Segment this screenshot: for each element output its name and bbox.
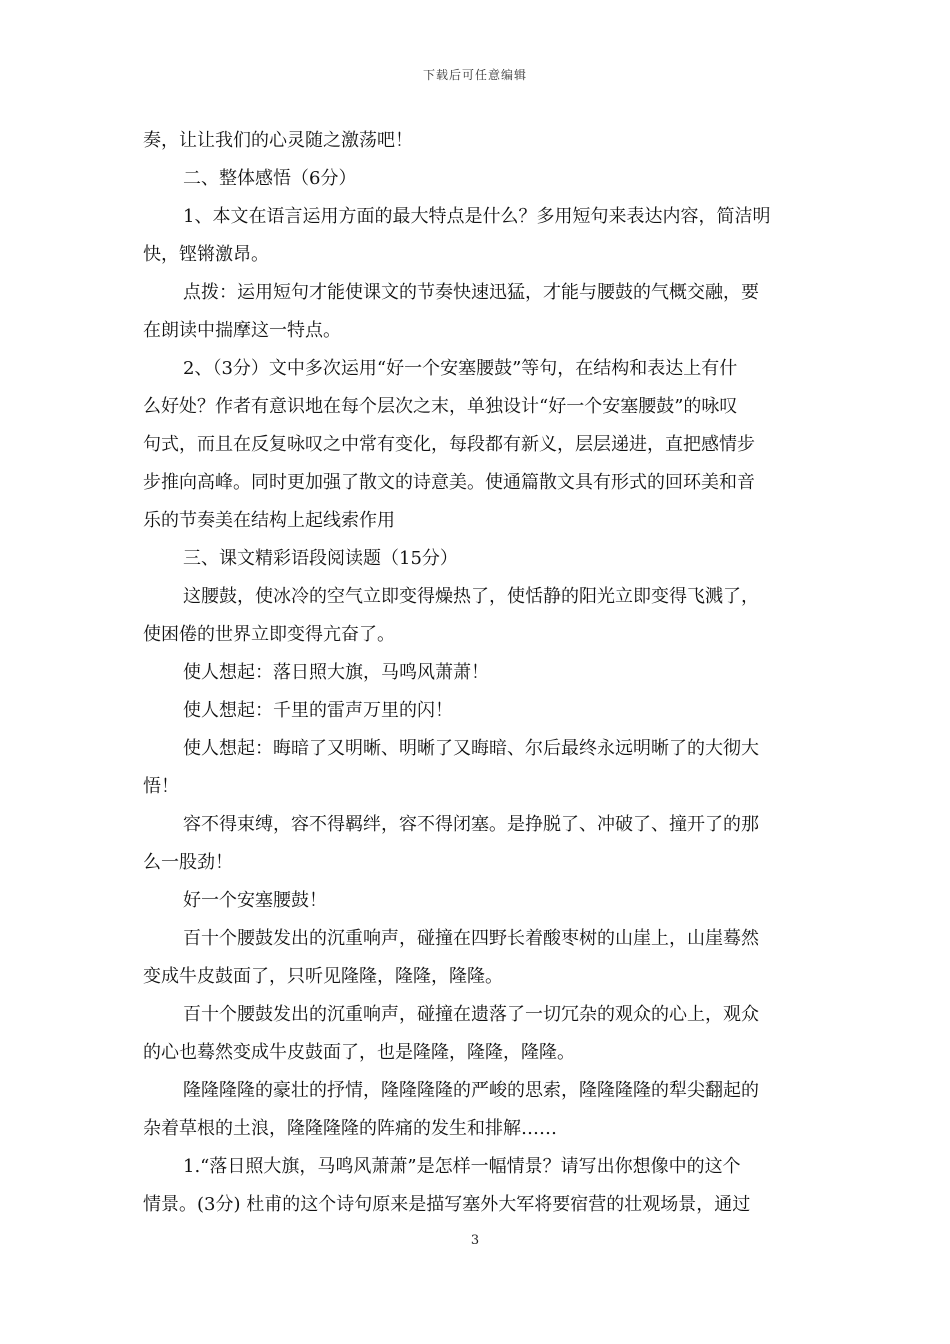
text-line: 这腰鼓，使冰冷的空气立即变得燥热了，使恬静的阳光立即变得飞溅了， [183,586,759,607]
text-line: 的心也蓦然变成牛皮鼓面了，也是隆隆，隆隆，隆隆。 [143,1042,575,1063]
text-line: 2、（3分）文中多次运用“好一个安塞腰鼓”等句，在结构和表达上有什 [183,358,738,379]
text-line: 奏，让让我们的心灵随之激荡吧！ [143,130,413,151]
text-line: 么好处？作者有意识地在每个层次之末，单独设计“好一个安塞腰鼓”的咏叹 [143,396,738,417]
text-line: 百十个腰鼓发出的沉重响声，碰撞在遗落了一切冗杂的观众的心上，观众 [183,1004,759,1025]
text-line: 1、本文在语言运用方面的最大特点是什么？多用短句来表达内容，简洁明 [183,206,771,227]
text-line: 好一个安塞腰鼓！ [183,890,327,911]
text-line: 使人想起：晦暗了又明晰、明晰了又晦暗、尔后最终永远明晰了的大彻大 [183,738,759,759]
text-line: 二、整体感悟（6分） [183,168,357,189]
text-line: 使人想起：千里的雷声万里的闪！ [183,700,453,721]
text-line: 点拨：运用短句才能使课文的节奏快速迅猛，才能与腰鼓的气概交融，要 [183,282,759,303]
text-line: 乐的节奏美在结构上起线索作用 [143,510,395,531]
page-header: 下载后可任意编辑 [422,68,527,82]
text-line: 三、课文精彩语段阅读题（15分） [183,548,458,569]
text-line: 变成牛皮鼓面了，只听见隆隆，隆隆，隆隆。 [143,966,503,987]
document-body [143,122,808,1224]
text-line: 句式，而且在反复咏叹之中常有变化，每段都有新义，层层递进，直把感情步 [143,434,755,455]
text-line: 悟！ [143,776,179,797]
text-line: 使人想起：落日照大旗，马鸣风萧萧！ [183,662,489,683]
text-line: 百十个腰鼓发出的沉重响声，碰撞在四野长着酸枣树的山崖上，山崖蓦然 [183,928,759,949]
text-line: 在朗读中揣摩这一特点。 [143,320,341,341]
text-line: 隆隆隆隆的豪壮的抒情，隆隆隆隆的严峻的思索，隆隆隆隆的犁尖翻起的 [183,1080,759,1101]
text-line: 1.“落日照大旗，马鸣风萧萧”是怎样一幅情景？请写出你想像中的这个 [183,1156,741,1177]
text-line: 使困倦的世界立即变得亢奋了。 [143,624,395,645]
page-number: 3 [470,1233,480,1248]
text-line: 容不得束缚，容不得羁绊，容不得闭塞。是挣脱了、冲破了、撞开了的那 [183,814,759,835]
text-line: 情景。(3分) 杜甫的这个诗句原来是描写塞外大军将要宿营的壮观场景，通过 [143,1194,751,1215]
text-line: 杂着草根的土浪，隆隆隆隆的阵痛的发生和排解…… [143,1118,557,1139]
text-line: 步推向高峰。同时更加强了散文的诗意美。使通篇散文具有形式的回环美和音 [143,472,755,493]
text-line: 快，铿锵激昂。 [143,244,269,265]
text-line: 么一股劲！ [143,852,233,873]
